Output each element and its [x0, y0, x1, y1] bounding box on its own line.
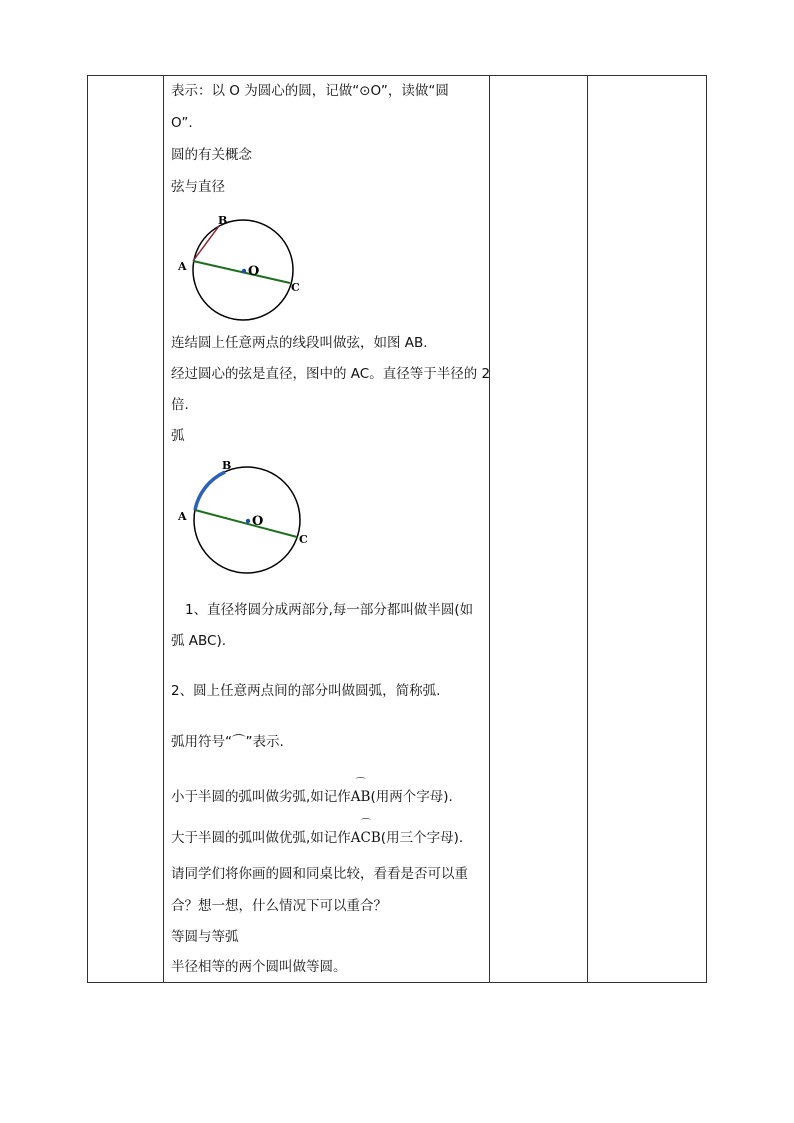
- text-semicircle-definition-cont: 弧 ABC).: [171, 633, 227, 649]
- text-arc-definition: 2、圆上任意两点间的部分叫做圆弧，简称弧.: [171, 683, 441, 699]
- diameter-ac: [193, 261, 290, 283]
- section-heading-chord-diameter: 弦与直径: [171, 179, 225, 195]
- column-divider-2: [489, 76, 490, 982]
- text-diameter-definition-cont: 倍.: [171, 397, 189, 413]
- label-b-2: B: [222, 459, 232, 472]
- center-point-2: [246, 519, 250, 523]
- section-heading-concepts: 圆的有关概念: [171, 147, 252, 163]
- column-divider-1: [163, 76, 164, 982]
- major-arc-suffix: (用三个字母).: [380, 830, 464, 846]
- center-point: [242, 269, 246, 273]
- major-arc-prefix: 大于半圆的弧叫做优弧,如记作: [171, 830, 351, 846]
- chord-ab: [193, 226, 219, 261]
- text-equal-circles-definition: 半径相等的两个圆叫做等圆。: [171, 959, 347, 975]
- label-a: A: [178, 260, 187, 273]
- text-comparison-prompt-cont: 合？想一想，什么情况下可以重合？: [171, 898, 387, 914]
- arc-ab: [195, 472, 225, 510]
- major-arc-notation: [350, 819, 381, 848]
- column-divider-3: [587, 76, 588, 982]
- text-semicircle-definition: 1、直径将圆分成两部分,每一部分都叫做半圆(如: [185, 602, 474, 618]
- label-c-2: C: [299, 533, 308, 546]
- text-diameter-definition: 经过圆心的弦是直径，图中的 AC。直径等于半径的 2: [171, 366, 491, 382]
- figure-chord-diameter: [175, 210, 315, 325]
- figure-arc: [175, 458, 320, 580]
- major-arc-letters: ACB: [350, 830, 381, 846]
- text-arc-symbol: 弧用符号“⌒”表示.: [171, 734, 284, 750]
- text-chord-definition: 连结圆上任意两点的线段叫做弦，如图 AB.: [171, 335, 428, 351]
- diameter-ac-2: [195, 510, 297, 537]
- text-line-notation-cont: O”.: [171, 115, 193, 131]
- section-heading-equal-circles: 等圆与等弧: [171, 929, 239, 945]
- label-b: B: [218, 214, 228, 227]
- label-o: O: [248, 264, 260, 279]
- arc-cap-icon-2: ⌒: [360, 819, 371, 830]
- minor-arc-letters: AB: [350, 789, 371, 805]
- text-major-arc: [171, 819, 464, 848]
- section-heading-arc: 弧: [171, 428, 185, 444]
- text-minor-arc: [171, 778, 453, 807]
- minor-arc-prefix: 小于半圆的弧叫做劣弧,如记作: [171, 789, 351, 805]
- text-comparison-prompt: 请同学们将你画的圆和同桌比较，看看是否可以重: [171, 866, 468, 882]
- label-o-2: O: [252, 514, 264, 529]
- minor-arc-notation: [350, 778, 371, 807]
- text-line-notation: 表示：以 O 为圆心的圆，记做“⊙O”，读做“圆: [171, 83, 449, 99]
- label-c: C: [291, 281, 300, 294]
- arc-cap-icon: ⌒: [355, 778, 366, 789]
- label-a-2: A: [178, 510, 187, 523]
- minor-arc-suffix: (用两个字母).: [370, 789, 453, 805]
